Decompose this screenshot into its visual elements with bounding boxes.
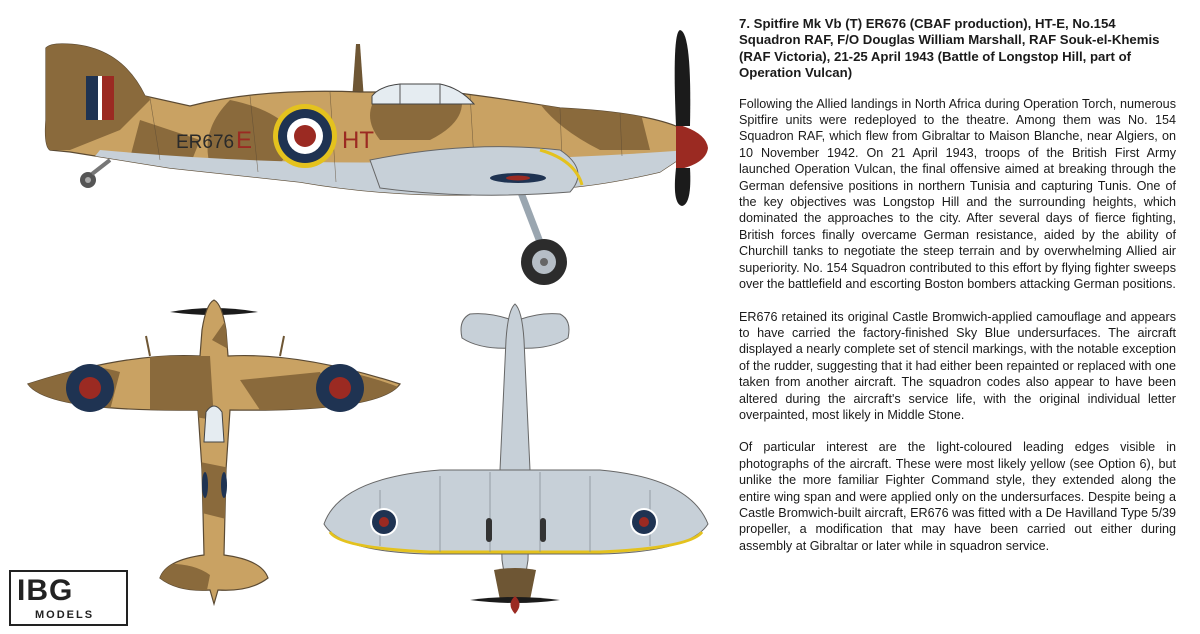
description-paragraph: Following the Allied landings in North Africa during Operation Torch, numerous Spitfire units were redeployed to the theatre. Among them was No. 154 Squadron RAF, which flew from Gibraltar to Maison Blanche, near Algiers, on 10 November 1942. On 21 April 1943, troops of the British First Army launched Operation Vulcan, the final offensive aimed at breaking through the German defensive positions in northern Tunisia and capturing Tunis. One of the key objectives was Longstop Hill and the surrounding heights, which dominated the approaches to the city. After several days of fierce fighting, British forces finally overcame German resistance, aided by the ability of Churchill tanks to negotiate the steep terrain and by overwhelming Allied air superiority. No. 154 Squadron contributed to this effort by flying fighter sweeps over the battlefield and escorting Boston bombers attacking German positions. xyxy=(739,96,1176,292)
side-profile xyxy=(40,30,708,285)
bottom-view xyxy=(324,304,708,614)
aircraft-title: 7. Spitfire Mk Vb (T) ER676 (CBAF production), HT-E, No.154 Squadron RAF, F/O Douglas William Marshall, RAF Souk-el-Khemis (RAF Victoria), 21-25 April 1943 (Battle of Longstop Hill, part of Operation Vulcan) xyxy=(739,16,1160,81)
top-view xyxy=(20,300,410,604)
code-letter-marking: E xyxy=(236,127,253,154)
logo-text: IBG xyxy=(17,574,74,607)
description-column xyxy=(739,16,1176,570)
brand-logo xyxy=(9,570,128,626)
serial-marking: ER676 xyxy=(176,132,235,153)
propeller-blade xyxy=(675,30,691,126)
description-paragraph: ER676 retained its original Castle Bromwich-applied camouflage and appears to have carried the factory-finished Sky Blue undersurfaces. The aircraft displayed a nearly complete set of stencil markings, with the notable exception of the rudder, suggesting that it had either been repainted or replaced with one taken from another aircraft. The squadron codes also appear to have been altered during the aircraft's service life, with the original individual letter overpainted, most likely in Middle Stone. xyxy=(739,309,1176,422)
description-paragraph: Of particular interest are the light-coloured leading edges visible in photographs of the aircraft. These were most likely yellow (see Option 6), but unlike the more familiar Fighter Command style, they extended along the entire wing span and were applied only on the undersurfaces. Despite being a Castle Bromwich-built aircraft, ER676 was fitted with a De Havilland Type 5/39 propeller, a modification that may have been carried out either during assembly at Gibraltar or later while in squadron service. xyxy=(739,440,1176,553)
squadron-code-marking: HT xyxy=(342,127,374,154)
logo-subtext: MODELS xyxy=(35,609,95,621)
spinner xyxy=(676,124,708,170)
propeller-blade xyxy=(675,168,690,206)
